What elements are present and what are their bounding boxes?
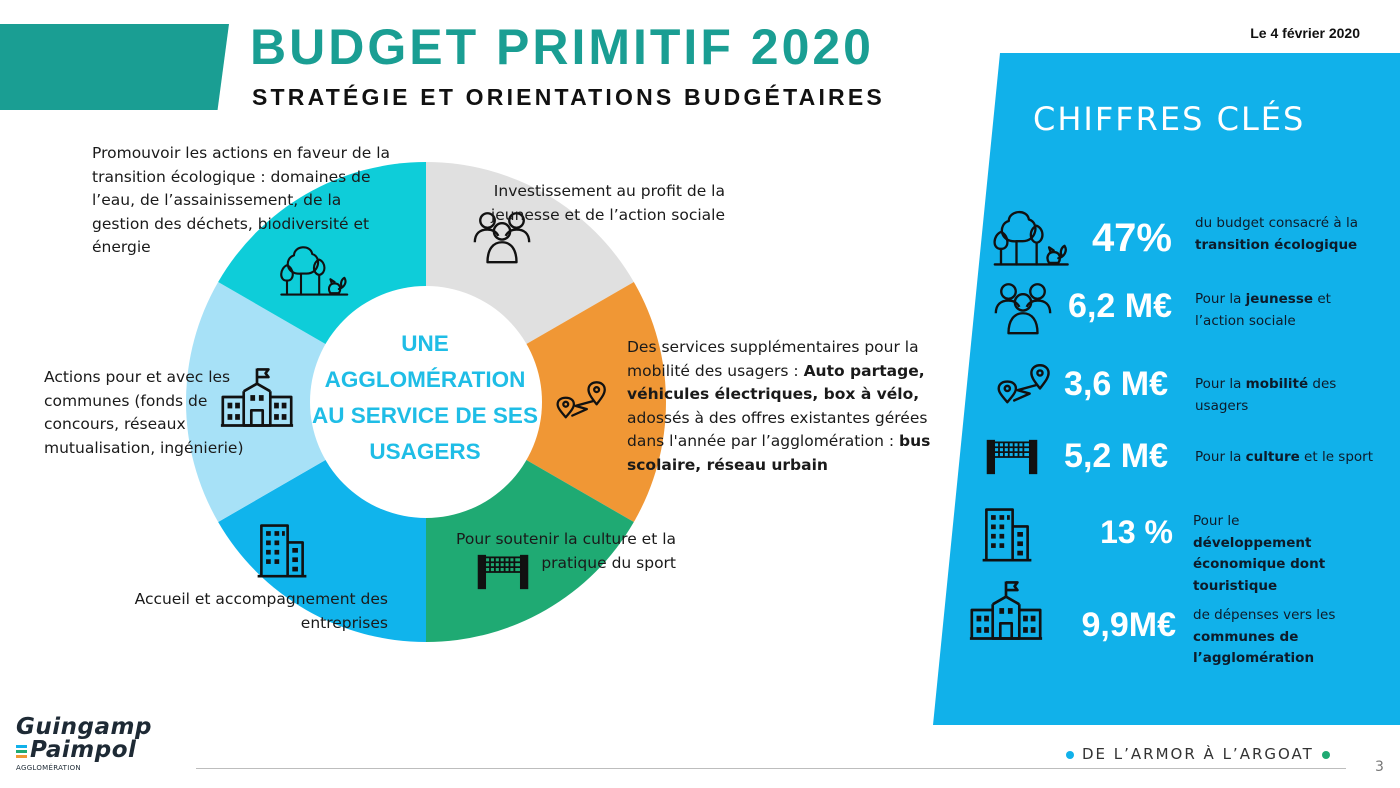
agglomeration-logo (16, 716, 152, 772)
mobilite-text-a: Des services supplémentaires pour la mobilité des usagers : (627, 338, 919, 380)
kf-desc-ecologie (1195, 213, 1380, 256)
tagline-dot-left (1066, 751, 1074, 759)
tagline-text: DE L’ARMOR À L’ARGOAT (1082, 745, 1314, 763)
page-title: BUDGET PRIMITIF 2020 (250, 19, 874, 75)
center-line-3: AU SERVICE DE SES (312, 403, 538, 428)
segment-text-culture: Pour soutenir la culture et la pratique du sport (456, 530, 676, 572)
kf-people-icon (994, 276, 1052, 336)
kf-desc-jeunesse-3: et l’action sociale (1195, 291, 1331, 329)
kf-desc-jeunesse (1195, 289, 1380, 332)
logo-subtitle: AGGLOMÉRATION (16, 764, 81, 772)
segment-text-communes: Actions pour et avec les communes (fonds de concours, réseaux mutualisation, ingénierie) (44, 368, 244, 457)
kf-value-culture: 5,2 M€ (1064, 437, 1168, 475)
wheel-center-text (305, 326, 545, 470)
kf-townhall-icon (968, 578, 1044, 642)
logo-bars (16, 745, 28, 759)
kf-desc-mobilite-2: mobilité (1245, 376, 1309, 392)
segment-text-ecologie: Promouvoir les actions en faveur de la transition écologique : domaines de l’eau, de l’assainissement, de la gestion des déchets, biodiversité et énergie (92, 144, 390, 256)
kf-value-jeunesse: 6,2 M€ (1068, 287, 1172, 325)
center-line-4: USAGERS (369, 439, 481, 464)
tagline-dot-right (1322, 751, 1330, 759)
kf-desc-economie-1: Pour le (1193, 513, 1240, 529)
mobilite-text-b: adossés à des offres existantes gérées dans l'année par l’agglomération : (627, 408, 928, 450)
page-subtitle: STRATÉGIE ET ORIENTATIONS BUDGÉTAIRES (252, 84, 885, 110)
kf-desc-ecologie-2: transition écologique (1195, 236, 1358, 253)
kf-desc-culture-1: Pour la (1195, 449, 1246, 465)
kf-desc-mobilite-1: Pour la (1195, 376, 1246, 392)
kf-building-icon (980, 502, 1034, 562)
segment-text-mobilite (627, 336, 937, 477)
logo-line-2: Paimpol (30, 737, 137, 763)
kf-desc-culture-3: et le sport (1299, 449, 1374, 465)
kf-desc-communes (1193, 605, 1353, 670)
mobilite-bold-b: bus scolaire, réseau urbain (627, 432, 931, 474)
footer-divider (196, 768, 1346, 769)
kf-desc-culture-2: culture (1245, 449, 1300, 465)
kf-desc-mobilite (1195, 374, 1380, 417)
kf-desc-economie (1193, 511, 1343, 597)
kf-value-economie: 13 % (1100, 514, 1173, 550)
key-figures-title: CHIFFRES CLÉS (1033, 100, 1306, 138)
kf-desc-communes-2: communes de l’agglomération (1193, 628, 1315, 666)
segment-text-jeunesse: Investissement au profit de la jeunesse et de l’action sociale (490, 182, 725, 224)
mobilite-bold-a: Auto partage, véhicules électriques, box à vélo, (627, 361, 925, 403)
kf-desc-mobilite-3: des usagers (1195, 376, 1337, 414)
center-line-2: AGGLOMÉRATION (324, 367, 526, 392)
kf-trees-icon (986, 204, 1078, 266)
kf-value-communes: 9,9M€ (1081, 606, 1176, 644)
kf-desc-culture (1195, 447, 1380, 469)
kf-desc-economie-2: développement économique dont touristique (1193, 534, 1326, 594)
center-line-1: UNE (401, 331, 449, 356)
page-number: 3 (1375, 759, 1384, 775)
logo-line-1: Guingamp (16, 714, 152, 740)
kf-desc-ecologie-1: du budget consacré à la (1195, 215, 1358, 231)
segment-text-entreprises: Accueil et accompagnement des entreprises (134, 590, 388, 632)
kf-desc-jeunesse-2: jeunesse (1245, 291, 1314, 307)
kf-desc-jeunesse-1: Pour la (1195, 291, 1246, 307)
kf-value-ecologie: 47% (1091, 216, 1172, 260)
date-label: Le 4 février 2020 (1250, 25, 1360, 41)
kf-net-icon (986, 438, 1038, 476)
footer-tagline (1058, 745, 1338, 763)
kf-desc-communes-1: de dépenses vers les (1193, 607, 1336, 623)
kf-value-mobilite: 3,6 M€ (1064, 365, 1168, 403)
